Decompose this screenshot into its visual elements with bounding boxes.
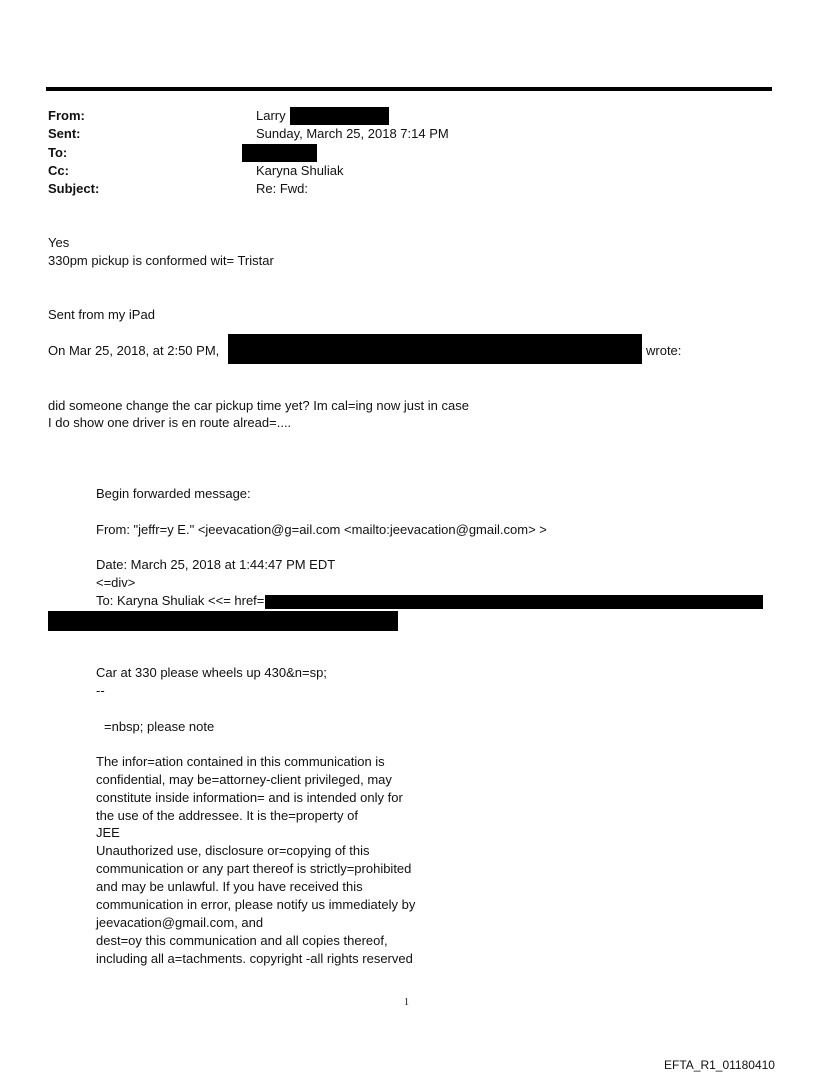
- cc-value: Karyna Shuliak: [256, 163, 344, 178]
- forward-from: From: "jeffr=y E." <jeevacation@g=ail.com <mailto:jeevacation@gmail.com> >: [96, 522, 547, 537]
- disclaimer-line: communication or any part thereof is strictly=prohibited: [96, 861, 412, 876]
- subject-value: Re: Fwd:: [256, 181, 309, 196]
- disclaimer-line: Unauthorized use, disclosure or=copying of this: [96, 843, 370, 858]
- forward-date: Date: March 25, 2018 at 1:44:47 PM EDT: [96, 557, 336, 572]
- disclaimer-line: and may be unlawful. If you have received this: [96, 879, 363, 894]
- forward-begin: Begin forwarded message:: [96, 486, 251, 501]
- quote-intro-prefix: On Mar 25, 2018, at 2:50 PM,: [48, 343, 220, 358]
- disclaimer-line: confidential, may be=attorney-client privileged, may: [96, 772, 392, 787]
- disclaimer-line: communication in error, please notify us immediately by: [96, 897, 416, 912]
- to-label: To:: [48, 145, 68, 160]
- signature: Sent from my iPad: [48, 307, 155, 322]
- disclaimer-line: constitute inside information= and is intended only for: [96, 790, 403, 805]
- forward-to: To: Karyna Shuliak <<= href=: [96, 593, 265, 608]
- page-number: 1: [404, 997, 409, 1008]
- from-label: From:: [48, 108, 85, 123]
- quote-line: I do show one driver is en route alread=....: [48, 415, 292, 430]
- header-rule: [46, 87, 772, 91]
- disclaimer-line: jeevacation@gmail.com, and: [96, 915, 264, 930]
- forward-div: <=div>: [96, 575, 136, 590]
- disclaimer-line: the use of the addressee. It is the=property of: [96, 808, 358, 823]
- redaction-bar: [265, 595, 763, 609]
- document-id: EFTA_R1_01180410: [664, 1058, 775, 1072]
- redaction-bar: [48, 611, 398, 631]
- sent-label: Sent:: [48, 126, 81, 141]
- redaction-bar: [290, 107, 389, 125]
- disclaimer-line: including all a=tachments. copyright -all rights reserved: [96, 951, 413, 966]
- disclaimer-line: JEE: [96, 825, 120, 840]
- body-line: 330pm pickup is conformed wit= Tristar: [48, 253, 274, 268]
- sent-value: Sunday, March 25, 2018 7:14 PM: [256, 126, 449, 141]
- quote-intro-suffix: wrote:: [646, 343, 682, 358]
- disclaimer-line: The infor=ation contained in this communication is: [96, 754, 385, 769]
- redaction-bar: [242, 144, 317, 162]
- from-value: Larry: [256, 108, 286, 123]
- cc-label: Cc:: [48, 163, 69, 178]
- subject-label: Subject:: [48, 181, 100, 196]
- disclaimer-line: dest=oy this communication and all copies thereof,: [96, 933, 388, 948]
- forward-dashes: --: [96, 683, 105, 698]
- quote-line: did someone change the car pickup time yet? Im cal=ing now just in case: [48, 398, 469, 413]
- body-line: Yes: [48, 235, 70, 250]
- forward-note: =nbsp; please note: [104, 719, 215, 734]
- redaction-bar: [228, 334, 642, 364]
- forward-message: Car at 330 please wheels up 430&n=sp;: [96, 665, 327, 680]
